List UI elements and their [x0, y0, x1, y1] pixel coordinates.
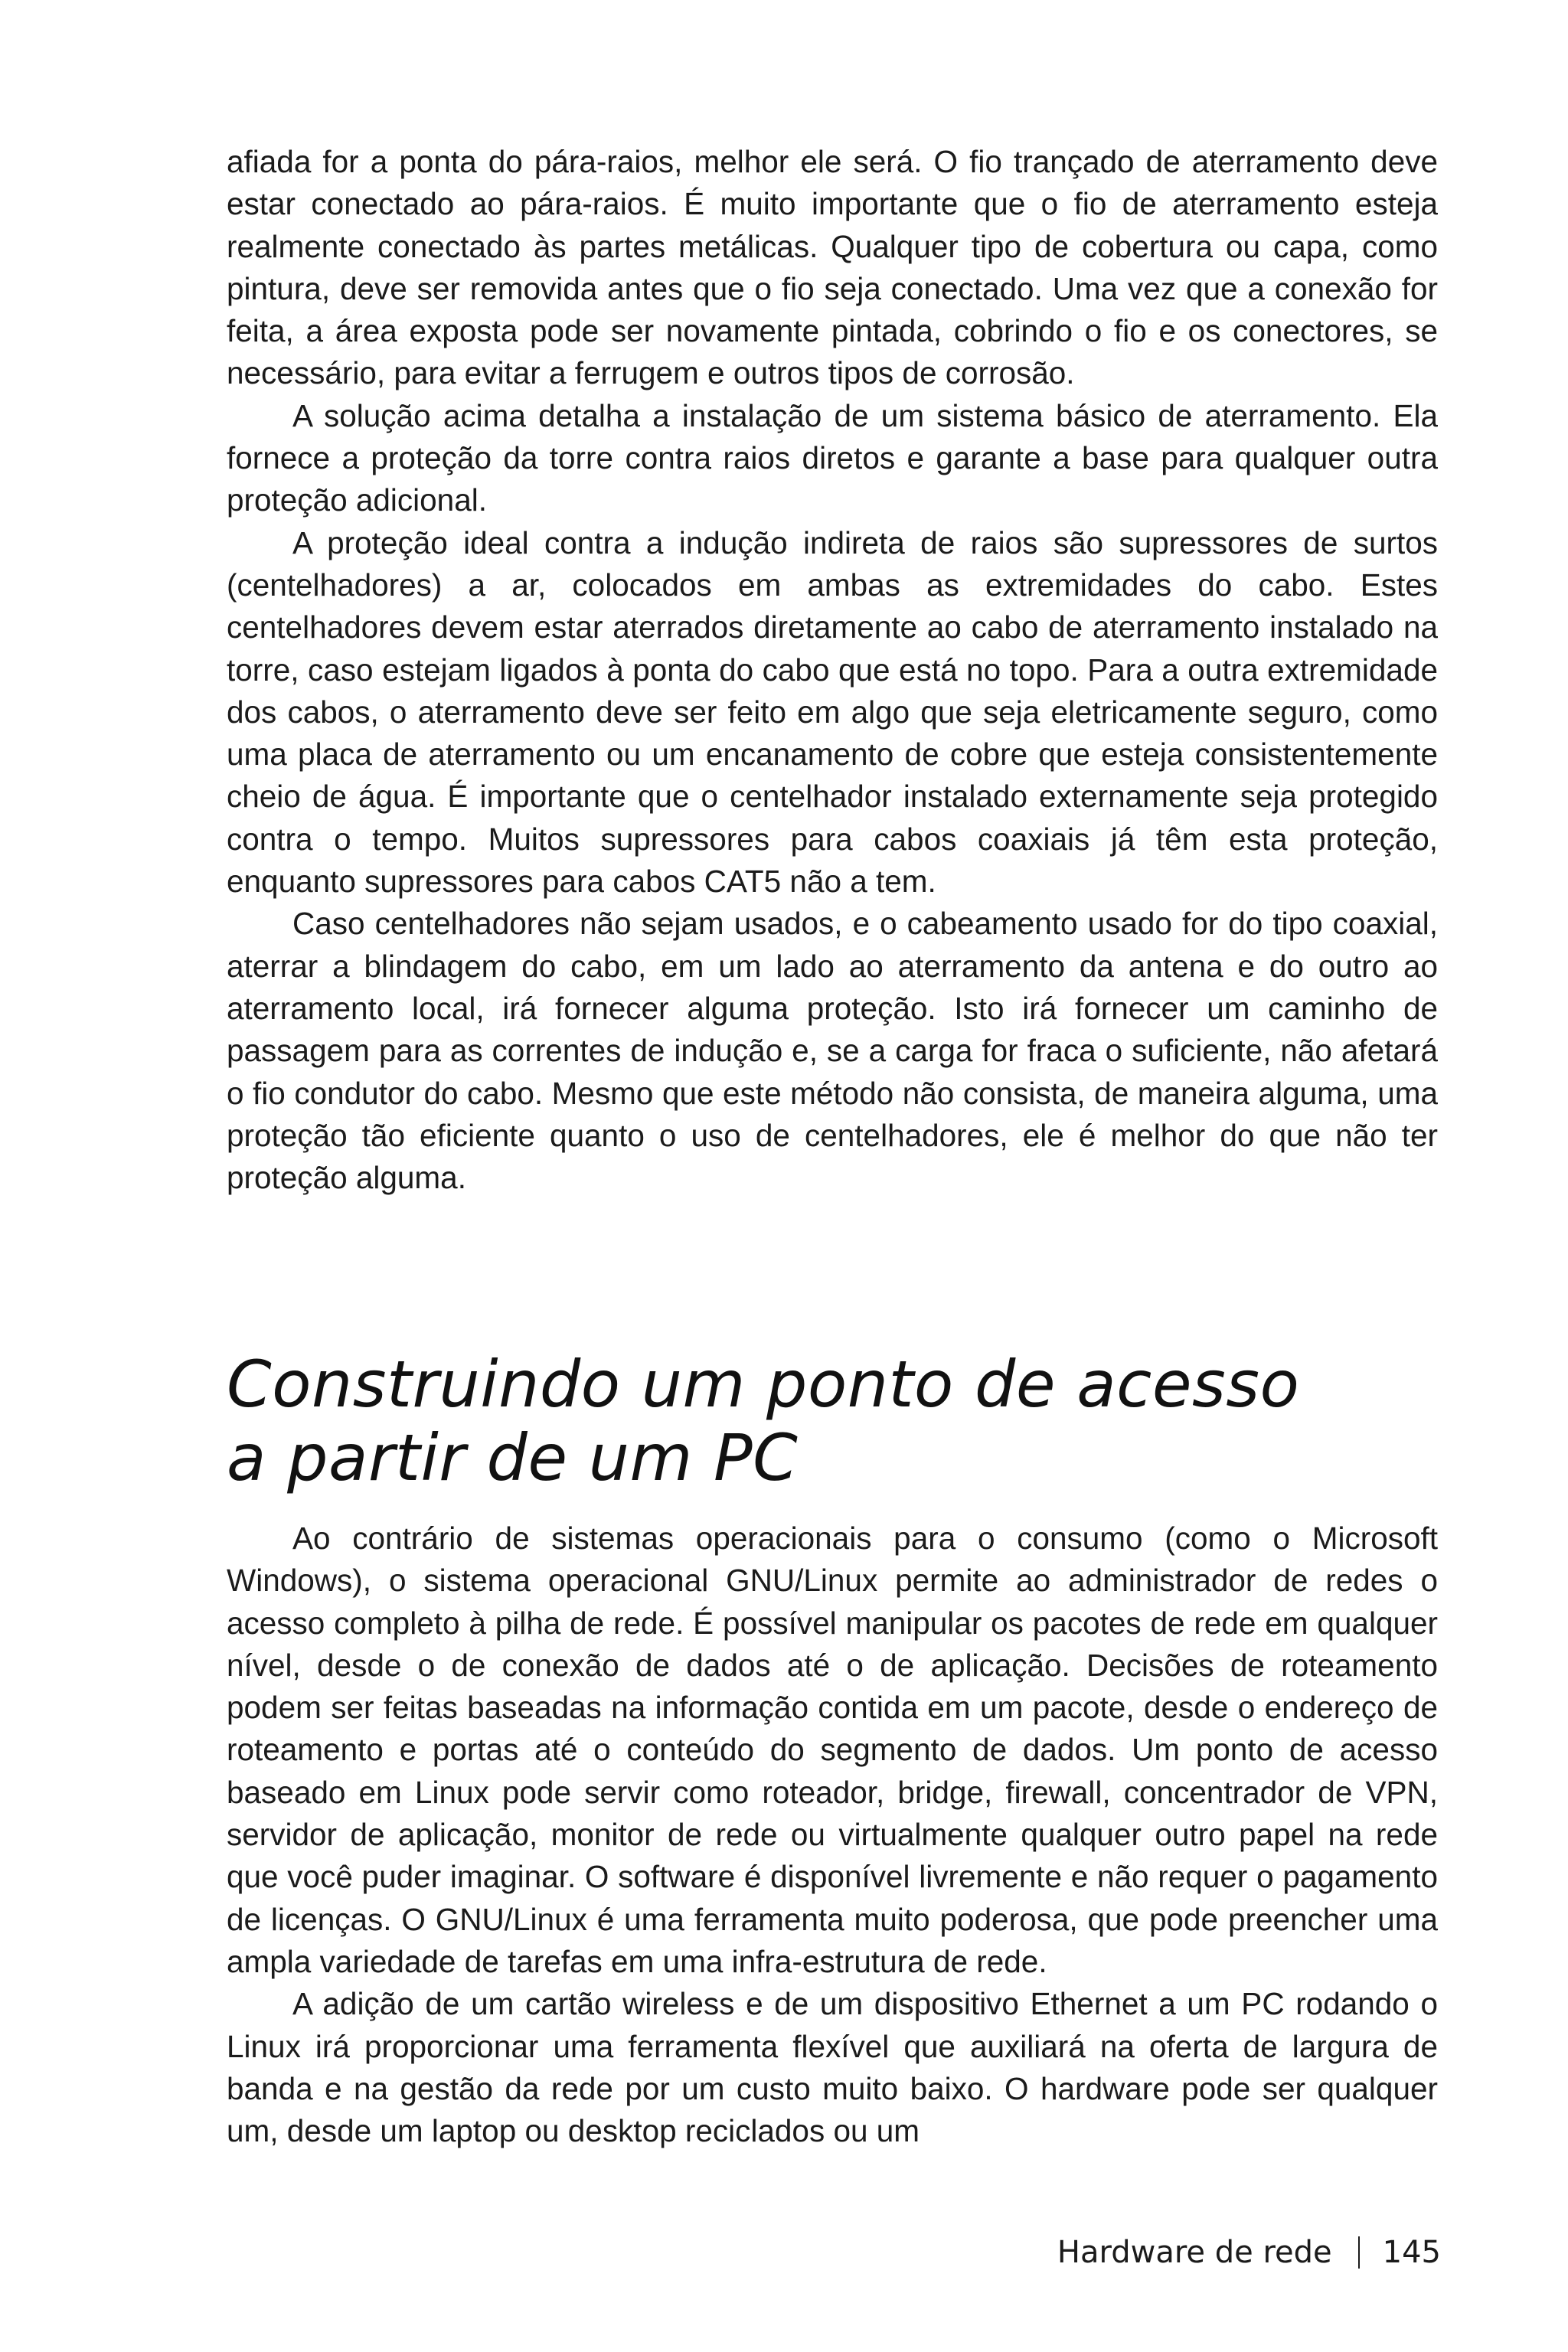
section-heading-line: Construindo um ponto de acesso — [227, 1347, 1300, 1422]
paragraph: Caso centelhadores não sejam usados, e o cabeamento usado for do tipo coaxial, aterrar a blindagem do cabo, em um lado ao aterramento da antena e do outro ao aterramento local, irá fornecer alguma proteção. Isto irá fornecer um caminho de passagem para as correntes de indução e, se a carga for fraca o suficiente, não afetará o fio condutor do cabo. Mesmo que este método não consista, de maneira alguma, uma proteção tão eficiente quanto o uso de centelhadores, ele é melhor do que não ter proteção alguma. — [227, 906, 1438, 1196]
running-footer-title: Hardware de rede — [1057, 2235, 1332, 2270]
paragraph: A solução acima detalha a instalação de um sistema básico de aterramento. Ela fornece a proteção da torre contra raios diretos e garante a base para qualquer outra proteção adicional. — [227, 397, 1438, 518]
paragraph: A adição de um cartão wireless e de um dispositivo Ethernet a um PC rodando o Linux irá proporcionar uma ferramenta flexível que auxiliará na oferta de largura de banda e na gestão da rede por um custo muito baixo. O hardware pode ser qualquer um, desde um laptop ou desktop reciclados ou um — [227, 1986, 1438, 2149]
section-heading — [227, 1348, 1438, 1494]
body-text-section-2 — [227, 1517, 1438, 2152]
body-text-section-1 — [227, 141, 1438, 1199]
paragraph: Ao contrário de sistemas operacionais para o consumo (como o Microsoft Windows), o sistema operacional GNU/Linux permite ao administrador de redes o acesso completo à pilha de rede. É possível manipular os pacotes de rede em qualquer nível, desde o de conexão de dados até o de aplicação. Decisões de roteamento podem ser feitas baseadas na informação contida em um pacote, desde o endereço de roteamento e portas até o conteúdo do segmento de dados. Um ponto de acesso baseado em Linux pode servir como roteador, bridge, firewall, concentrador de VPN, servidor de aplicação, monitor de rede ou virtualmente qualquer outro papel na rede que você puder imaginar. O software é disponível livremente e não requer o pagamento de licenças. O GNU/Linux é uma ferramenta muito poderosa, que pode preencher uma ampla variedade de tarefas em uma infra-estrutura de rede. — [227, 1521, 1438, 1979]
section-heading-line: a partir de um PC — [227, 1420, 799, 1495]
paragraph: afiada for a ponta do pára-raios, melhor ele será. O fio trançado de aterramento deve estar conectado ao pára-raios. É muito importante que o fio de aterramento esteja realmente conectado às partes metálicas. Qualquer tipo de cobertura ou capa, como pintura, deve ser removida antes que o fio seja conectado. Uma vez que a conexão for feita, a área exposta pode ser novamente pintada, cobrindo o fio e os conectores, se necessário, para evitar a ferrugem e outros tipos de corrosão. — [227, 144, 1438, 391]
page-number: 145 — [1382, 2235, 1441, 2270]
page-footer — [1057, 2234, 1441, 2271]
footer-divider — [1358, 2236, 1360, 2269]
paragraph: A proteção ideal contra a indução indireta de raios são supressores de surtos (centelhadores) a ar, colocados em ambas as extremidades do cabo. Estes centelhadores devem estar aterrados diretamente ao cabo de aterramento instalado na torre, caso estejam ligados à ponta do cabo que está no topo. Para a outra extremidade dos cabos, o aterramento deve ser feito em algo que seja eletricamente seguro, como uma placa de aterramento ou um encanamento de cobre que esteja consistentemente cheio de água. É importante que o centelhador instalado externamente seja protegido contra o tempo. Muitos supressores para cabos coaxiais já têm esta proteção, enquanto supressores para cabos CAT5 não a tem. — [227, 524, 1438, 900]
